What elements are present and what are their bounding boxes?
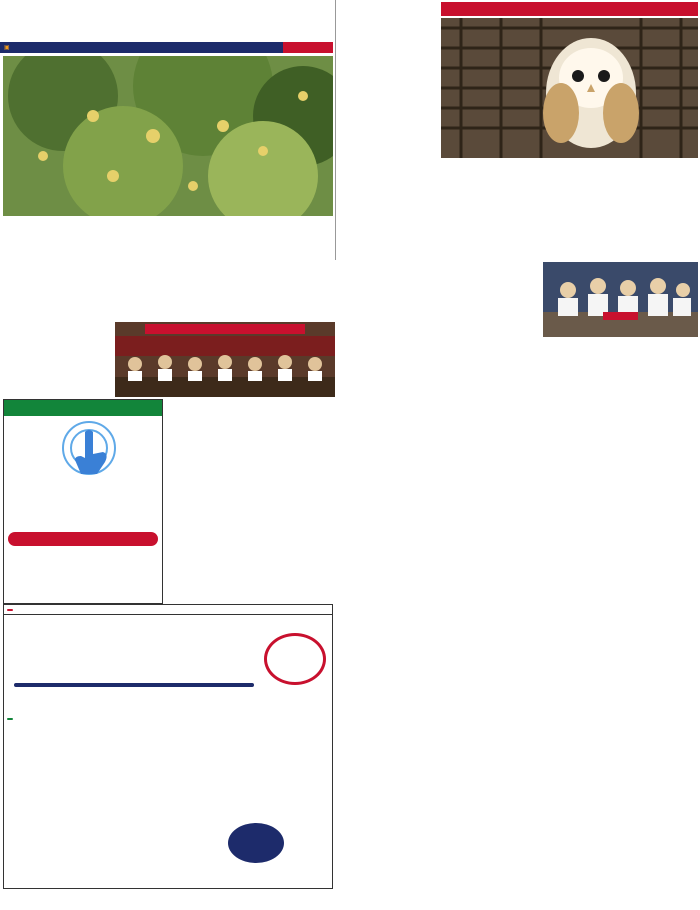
owl-photo xyxy=(441,18,698,158)
madrasa-departments xyxy=(202,728,328,731)
madrasa-features-head xyxy=(7,713,329,725)
madrasa-form-badge xyxy=(228,823,284,863)
madrasa-ad xyxy=(3,604,333,889)
ad-online-cta[interactable] xyxy=(8,532,158,546)
mp-meeting-photo xyxy=(115,322,335,397)
meeting-banner xyxy=(145,324,305,334)
madrasa-top-strip xyxy=(4,605,332,615)
mango-tree-image xyxy=(3,56,333,216)
bar-election-photo xyxy=(543,262,698,337)
feature-label xyxy=(441,2,698,16)
rape-body xyxy=(3,327,113,397)
mp-body xyxy=(170,438,440,468)
madrasa-admission-text xyxy=(267,643,322,653)
feature-section xyxy=(441,0,698,360)
ad-logo-strip xyxy=(4,400,162,416)
calendar-icon: ▣ xyxy=(4,44,10,51)
madrasa-admission-badge xyxy=(264,633,326,685)
feature-body xyxy=(441,194,698,258)
newspaper-ad xyxy=(3,399,163,604)
madrasa-tags xyxy=(7,637,97,638)
bar-election-story xyxy=(441,262,541,360)
masthead-logo xyxy=(6,9,276,41)
madrasa-top-label xyxy=(7,609,13,611)
madrasa-features-label xyxy=(7,718,13,720)
mp-headline-area xyxy=(170,398,440,436)
pointing-hand-icon xyxy=(59,418,119,478)
july-reform-story xyxy=(335,0,438,260)
mango-story-body xyxy=(3,262,333,288)
mango-orchard-photo xyxy=(3,56,333,216)
last-page-label xyxy=(283,42,333,53)
madrasa-title xyxy=(4,615,332,621)
madrasa-class-range xyxy=(14,683,254,687)
